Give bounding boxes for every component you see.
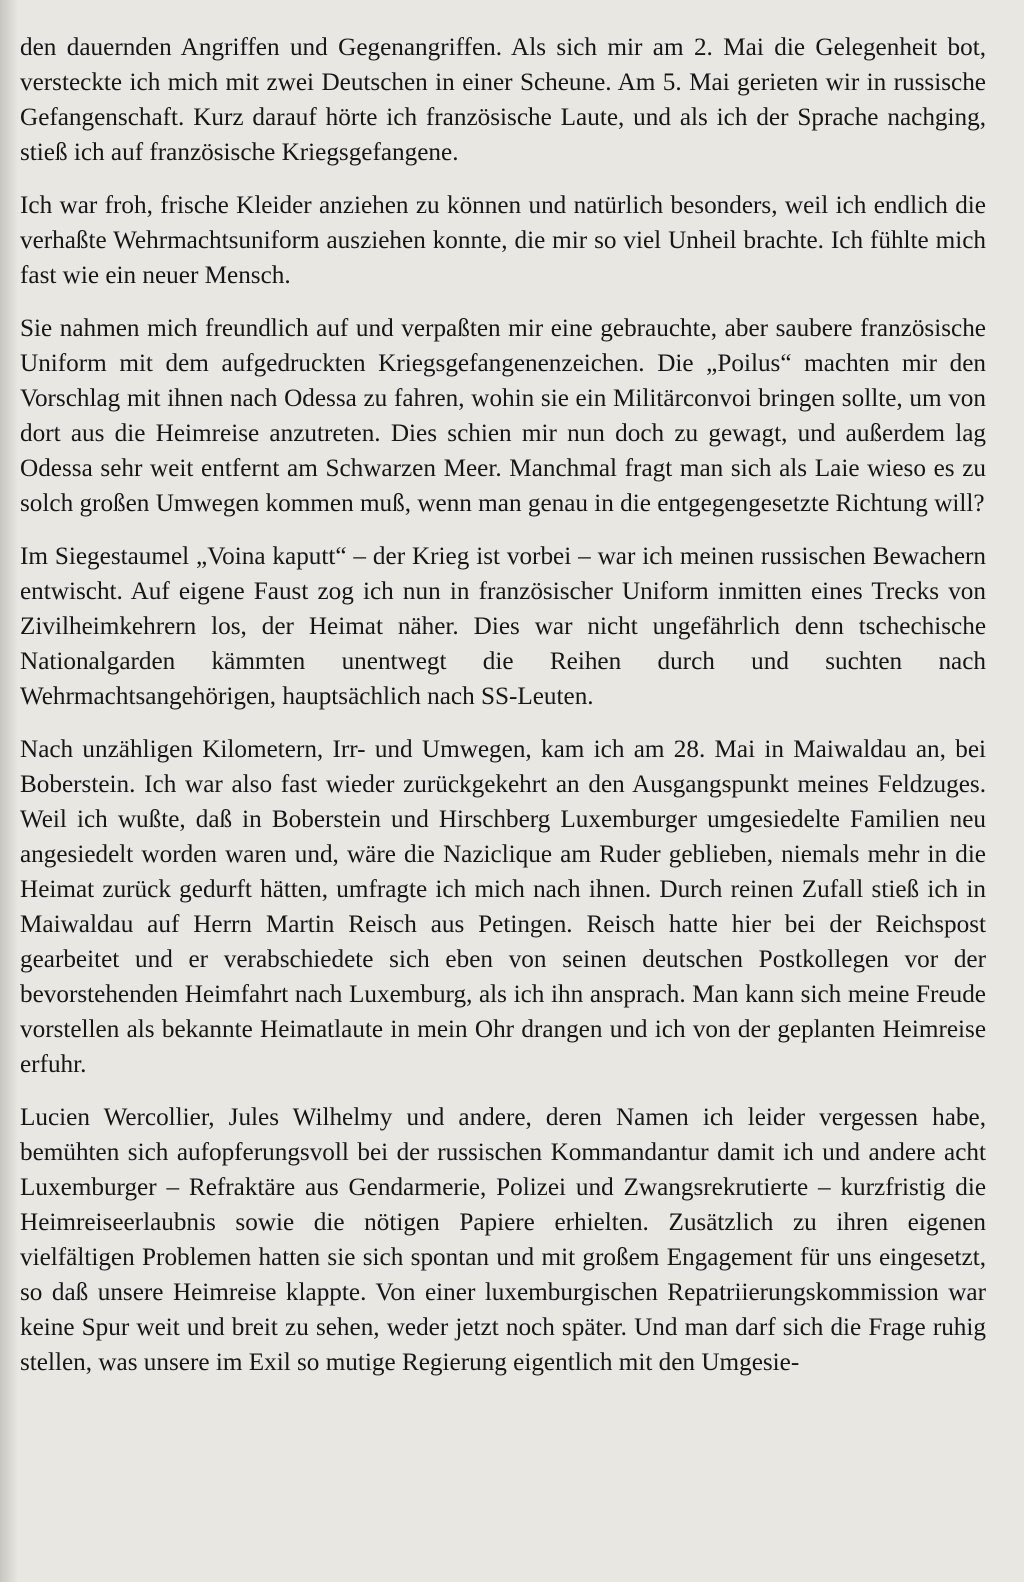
paragraph-4: Im Siegestaumel „Voina kaputt“ – der Krieg ist vorbei – war ich meinen russischen Bewachern entwischt. Auf eigene Faust zog ich nun in französischer Uniform inmitten eines Trecks von Zivilheimkehrern los, der Heimat näher. Dies war nicht ungefährlich denn tschechische Nationalgarden kämmten unentwegt die Reihen durch und suchten nach Wehrmachtsangehörigen, hauptsächlich nach SS-Leuten. bbox=[20, 543, 986, 710]
page-body bbox=[20, 30, 986, 1380]
paragraph-2: Ich war froh, frische Kleider anziehen zu können und natürlich besonders, weil ich endlich die verhaßte Wehrmachtsuniform ausziehen konnte, die mir so viel Unheil brachte. Ich fühlte mich fast wie ein neuer Mensch. bbox=[20, 192, 986, 289]
paragraph-5: Nach unzähligen Kilometern, Irr- und Umwegen, kam ich am 28. Mai in Maiwaldau an, bei Boberstein. Ich war also fast wieder zurückgekehrt an den Ausgangspunkt meines Feldzuges. Weil ich wußte, daß in Boberstein und Hirschberg Luxemburger umgesiedelte Familien neu angesiedelt worden waren und, wäre die Naziclique am Ruder geblieben, niemals mehr in die Heimat zurück gedurft hätten, umfragte ich mich nach ihnen. Durch reinen Zufall stieß ich in Maiwaldau auf Herrn Martin Reisch aus Petingen. Reisch hatte hier bei der Reichspost gearbeitet und er verabschiedete sich eben von seinen deutschen Postkollegen vor der bevorstehenden Heimfahrt nach Luxemburg, als ich ihn ansprach. Man kann sich meine Freude vorstellen als bekannte Heimatlaute in mein Ohr drangen und ich von der geplanten Heimreise erfuhr. bbox=[20, 736, 986, 1078]
page-binding-shadow bbox=[0, 0, 18, 1582]
paragraph-6: Lucien Wercollier, Jules Wilhelmy und andere, deren Namen ich leider vergessen habe, bemühten sich aufopferungsvoll bei der russischen Kommandantur damit ich und andere acht Luxemburger – Refraktäre aus Gendarmerie, Polizei und Zwangsrekrutierte – kurzfristig die Heimreiseerlaubnis sowie die nötigen Papiere erhielten. Zusätzlich zu ihren eigenen vielfältigen Problemen hatten sie sich spontan und mit großem Engagement für uns eingesetzt, so daß unsere Heimreise klappte. Von einer luxemburgischen Repatriierungskommission war keine Spur weit und breit zu sehen, weder jetzt noch später. Und man darf sich die Frage ruhig stellen, was unsere im Exil so mutige Regierung eigentlich mit den Umgesie- bbox=[20, 1104, 986, 1376]
paragraph-1: den dauernden Angriffen und Gegenangriffen. Als sich mir am 2. Mai die Gelegenheit bot, versteckte ich mich mit zwei Deutschen in einer Scheune. Am 5. Mai gerieten wir in russische Gefangenschaft. Kurz darauf hörte ich französische Laute, und als ich der Sprache nachging, stieß ich auf französische Kriegsgefangene. bbox=[20, 34, 986, 166]
paragraph-3: Sie nahmen mich freundlich auf und verpaßten mir eine gebrauchte, aber saubere französische Uniform mit dem aufgedruckten Kriegsgefangenenzeichen. Die „Poilus“ machten mir den Vorschlag mit ihnen nach Odessa zu fahren, wohin sie ein Militärconvoi bringen sollte, um von dort aus die Heimreise anzutreten. Dies schien mir nun doch zu gewagt, und außerdem lag Odessa sehr weit entfernt am Schwarzen Meer. Manchmal fragt man sich als Laie wieso es zu solch großen Umwegen kommen muß, wenn man genau in die entgegengesetzte Richtung will? bbox=[20, 315, 986, 517]
